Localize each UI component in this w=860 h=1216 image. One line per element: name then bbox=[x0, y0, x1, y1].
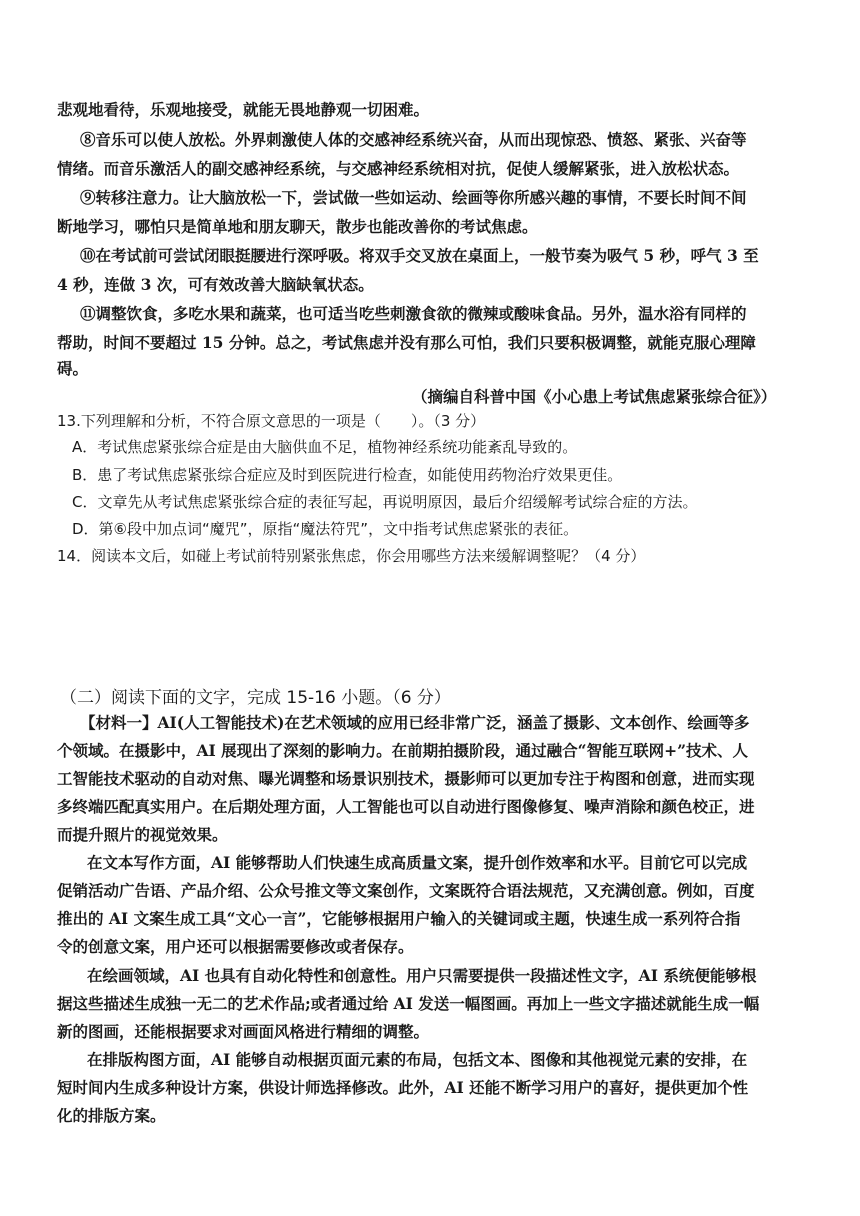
paragraph-9-line-2: 断地学习，哪怕只是简单地和朋友聊天，散步也能改善你的考试焦虑。 bbox=[57, 217, 538, 236]
material-1-line-2: 个领域。在摄影中，AI 展现出了深刻的影响力。在前期拍摄阶段，通过融合“智能互联网+”技术、人 bbox=[57, 741, 748, 760]
writing-paragraph-line-1: 在文本写作方面，AI 能够帮助人们快速生成高质量文案，提升创作效率和水平。目前它可以完成 bbox=[87, 853, 748, 872]
drawing-paragraph-line-1: 在绘画领域，AI 也具有自动化特性和创意性。用户只需要提供一段描述性文字，AI 系统便能够根 bbox=[87, 966, 757, 985]
paragraph-9-line-1: ⑨转移注意力。让大脑放松一下，尝试做一些如运动、绘画等你所感兴趣的事情，不要长时间不间 bbox=[80, 188, 747, 207]
paragraph-10-line-2: 4 秒，连做 3 次，可有效改善大脑缺氧状态。 bbox=[57, 275, 374, 294]
paragraph-11-line-2: 帮助，时间不要超过 15 分钟。总之，考试焦虑并没有那么可怕，我们只要积极调整，就能克服心理障 bbox=[57, 333, 756, 352]
material-1-line-3: 工智能技术驱动的自动对焦、曝光调整和场景识别技术，摄影师可以更加专注于构图和创意，进而实现 bbox=[57, 769, 755, 788]
paragraph-8-line-1: ⑧音乐可以使人放松。外界刺激使人体的交感神经系统兴奋，从而出现惊恐、愤怒、紧张、兴奋等 bbox=[80, 130, 747, 149]
writing-paragraph-line-2: 促销活动广告语、产品介绍、公众号推文等文案创作，文案既符合语法规范，又充满创意。例如，百度 bbox=[57, 881, 755, 900]
paragraph-8-line-2: 情绪。而音乐激活人的副交感神经系统，与交感神经系统相对抗，促使人缓解紧张，进入放松状态。 bbox=[57, 159, 740, 178]
question-13-option-b: B．患了考试焦虑紧张综合症应及时到医院进行检查，如能使用药物治疗效果更佳。 bbox=[72, 466, 623, 484]
material-1-line-5: 而提升照片的视觉效果。 bbox=[57, 825, 228, 844]
question-13-option-a: A．考试焦虑紧张综合症是由大脑供血不足，植物神经系统功能紊乱导致的。 bbox=[72, 438, 578, 456]
paragraph-11-line-1: ⑪调整饮食，多吃水果和蔬菜，也可适当吃些刺激食欲的微辣或酸味食品。另外，温水浴有同样的 bbox=[80, 304, 747, 323]
layout-paragraph-line-3: 化的排版方案。 bbox=[57, 1106, 166, 1125]
paragraph-11-line-3: 碍。 bbox=[57, 359, 89, 378]
material-1-line-4: 多终端匹配真实用户。在后期处理方面，人工智能也可以自动进行图像修复、噪声消除和颜色校正，进 bbox=[57, 797, 755, 816]
drawing-paragraph-line-3: 新的图画，还能根据要求对画面风格进行精细的调整。 bbox=[57, 1022, 430, 1041]
passage-source: （摘编自科普中国《小心患上考试焦虑紧张综合征》） bbox=[412, 387, 777, 406]
material-1-line-1: 【材料一】AI(人工智能技术)在艺术领域的应用已经非常广泛，涵盖了摄影、文本创作、绘画等多 bbox=[80, 713, 750, 732]
layout-paragraph-line-2: 短时间内生成多种设计方案，供设计师选择修改。此外，AI 还能不断学习用户的喜好，提供更加个性 bbox=[57, 1078, 749, 1097]
question-13-stem: 13.下列理解和分析，不符合原文意思的一项是（ ）。（3 分） bbox=[57, 412, 486, 430]
question-13-option-c: C．文章先从考试焦虑紧张综合症的表征写起，再说明原因，最后介绍缓解考试综合症的方法。 bbox=[72, 493, 698, 511]
question-13-option-d: D．第⑥段中加点词“魔咒”，原指“魔法符咒”，文中指考试焦虑紧张的表征。 bbox=[72, 520, 579, 538]
passage-intro-tail: 悲观地看待，乐观地接受，就能无畏地静观一切困难。 bbox=[57, 100, 430, 119]
question-14: 14．阅读本文后，如碰上考试前特别紧张焦虑，你会用哪些方法来缓解调整呢？（4 分） bbox=[57, 547, 646, 565]
layout-paragraph-line-1: 在排版构图方面，AI 能够自动根据页面元素的布局，包括文本、图像和其他视觉元素的安排，在 bbox=[87, 1050, 748, 1069]
writing-paragraph-line-3: 推出的 AI 文案生成工具“文心一言”，它能够根据用户输入的关键词或主题，快速生成一系列符合指 bbox=[57, 909, 741, 928]
paragraph-10-line-1: ⑩在考试前可尝试闭眼挺腰进行深呼吸。将双手交叉放在桌面上，一般节奏为吸气 5 秒，呼气 3 至 bbox=[80, 246, 759, 265]
writing-paragraph-line-4: 令的创意文案，用户还可以根据需要修改或者保存。 bbox=[57, 937, 414, 956]
drawing-paragraph-line-2: 据这些描述生成独一无二的艺术作品;或者通过给 AI 发送一幅图画。再加上一些文字描述就能生成一幅 bbox=[57, 994, 760, 1013]
section-2-heading: （二）阅读下面的文字，完成 15-16 小题。（6 分） bbox=[60, 688, 451, 708]
